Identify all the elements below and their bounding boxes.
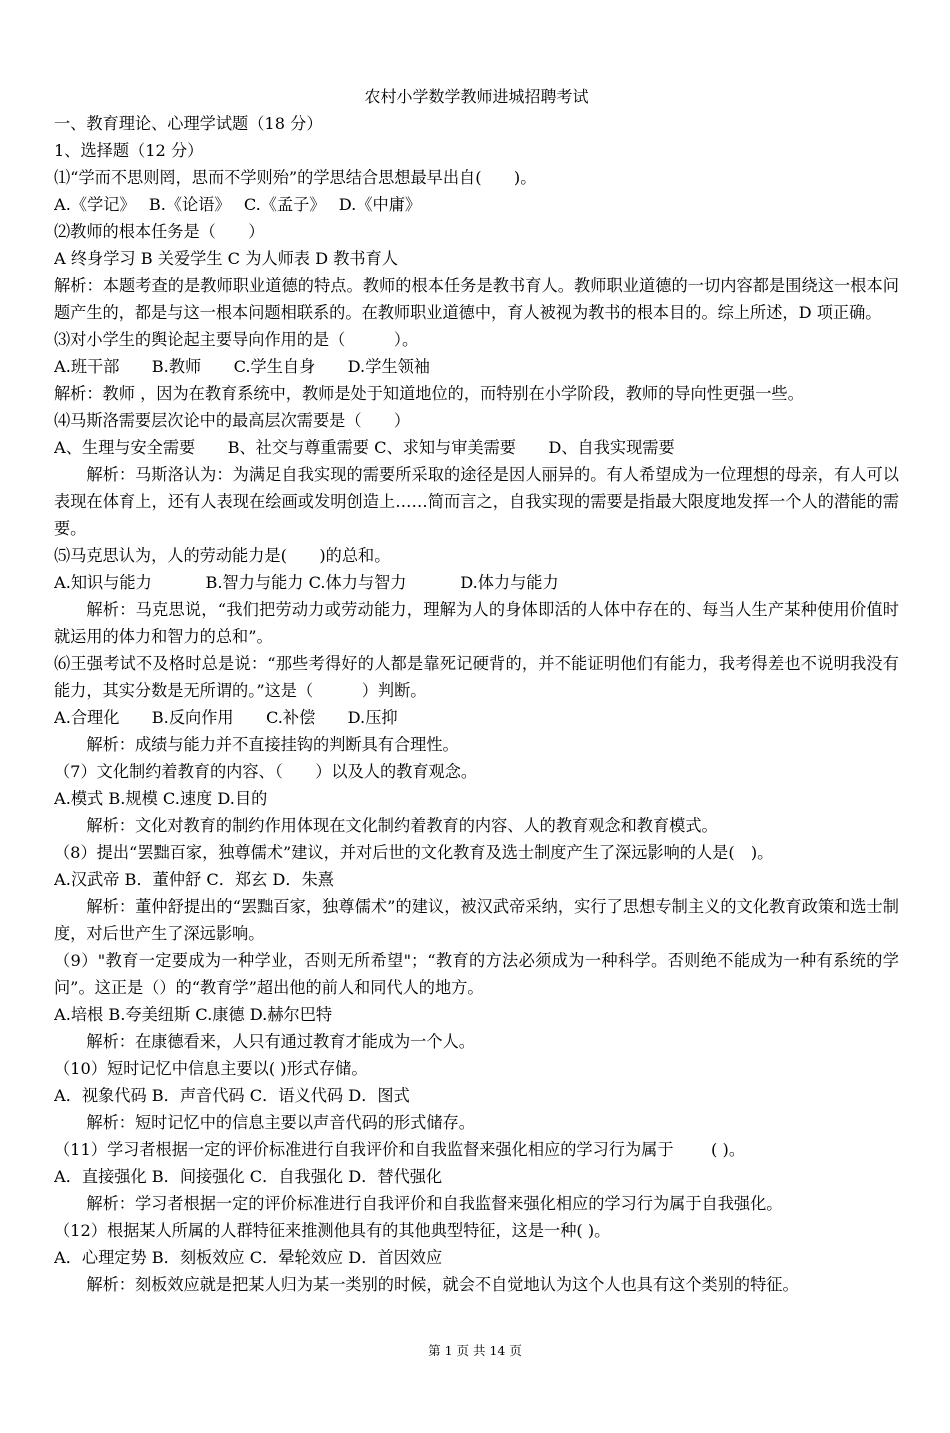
text-line: A.汉武帝 B．董仲舒 C．郑玄 D．朱熹 [54, 870, 334, 889]
text-line: （8）提出“罢黜百家，独尊儒术”建议，并对后世的文化教育及选士制度产生了深远影响的人是( )。 [54, 843, 774, 862]
document-body [54, 110, 899, 1298]
text-line: A.《学记》 B.《论语》 C.《孟子》 D.《中庸》 [54, 195, 422, 214]
page-title: 农村小学数学教师进城招聘考试 [364, 87, 589, 106]
text-line: A.班干部 B.教师 C.学生自身 D.学生领袖 [54, 357, 430, 376]
text-line: ⑷马斯洛需要层次论中的最高层次需要是（ ） [54, 411, 411, 430]
text-line: 一、教育理论、心理学试题（18 分） [54, 114, 323, 133]
text-line: （7）文化制约着教育的内容、（ ）以及人的教育观念。 [54, 762, 478, 781]
text-line: A.培根 B.夸美纽斯 C.康德 D.赫尔巴特 [54, 1005, 333, 1024]
text-line: A.模式 B.规模 C.速度 D.目的 [54, 789, 268, 808]
text-line: A．心理定势 B．刻板效应 C．晕轮效应 D．首因效应 [54, 1248, 443, 1267]
text-line: （12）根据某人所属的人群特征来推测他具有的其他典型特征，这是一种( )。 [54, 1221, 611, 1240]
text-line: ⑹王强考试不及格时总是说：“那些考得好的人都是靠死记硬背的，并不能证明他们有能力，我考得差也不说明我没有能力，其实分数是无所谓的。”这是（ ）判断。 [54, 654, 899, 700]
text-line: 解析：教师 ，因为在教育系统中，教师是处于知道地位的，而特别在小学阶段，教师的导向性更强一些。 [54, 384, 804, 403]
text-line: 解析：本题考查的是教师职业道德的特点。教师的根本任务是教书育人。教师职业道德的一切内容都是围绕这一根本问题产生的，都是与这一根本问题相联系的。在教师职业道德中，育人被视为教书的根本目的。综上所述，D 项正确。 [54, 276, 899, 322]
text-line: （11）学习者根据一定的评价标准进行自我评价和自我监督来强化相应的学习行为属于 ( )。 [54, 1140, 746, 1159]
text-line: 解析：马克思说，“我们把劳动力或劳动能力，理解为人的身体即活的人体中存在的、每当人生产某种使用价值时就运用的体力和智力的总和”。 [54, 600, 899, 646]
text-line: 解析：学习者根据一定的评价标准进行自我评价和自我监督来强化相应的学习行为属于自我强化。 [86, 1194, 783, 1213]
text-line: A 终身学习 B 关爱学生 C 为人师表 D 教书育人 [54, 249, 398, 268]
text-line: ⑶对小学生的舆论起主要导向作用的是（ ）。 [54, 330, 419, 349]
text-line: 1、选择题（12 分） [54, 141, 204, 160]
page-footer: 第 1 页 共 14 页 [428, 1343, 522, 1358]
text-line: A.合理化 B.反向作用 C.补偿 D.压抑 [54, 708, 398, 727]
text-line: 解析：短时记忆中的信息主要以声音代码的形式储存。 [86, 1113, 475, 1132]
text-line: A．视象代码 B．声音代码 C．语义代码 D．图式 [54, 1086, 410, 1105]
text-line: （10）短时记忆中信息主要以( )形式存储。 [54, 1059, 368, 1078]
text-line: ⑴“学而不思则罔，思而不学则殆”的学思结合思想最早出自( )。 [54, 168, 537, 187]
text-line: 解析：在康德看来，人只有通过教育才能成为一个人。 [86, 1032, 475, 1051]
document-page [54, 84, 899, 1298]
text-line: ⑵教师的根本任务是（ ） [54, 222, 265, 241]
text-line: 解析：马斯洛认为：为满足自我实现的需要所采取的途径是因人丽异的。有人希望成为一位理想的母亲，有人可以表现在体育上，还有人表现在绘画或发明创造上……简而言之，自我实现的需要是指最大限度地发挥一个人的潜能的需要。 [54, 465, 899, 538]
text-line: 解析：董仲舒提出的“罢黜百家，独尊儒术”的建议，被汉武帝采纳，实行了思想专制主义的文化教育政策和选士制度，对后世产生了深远影响。 [54, 897, 899, 943]
text-line: ⑸马克思认为，人的劳动能力是( )的总和。 [54, 546, 391, 565]
text-line: A．直接强化 B．间接强化 C．自我强化 D．替代强化 [54, 1167, 443, 1186]
text-line: 解析：刻板效应就是把某人归为某一类别的时候，就会不自觉地认为这个人也具有这个类别的特征。 [86, 1275, 799, 1294]
text-line: 解析：文化对教育的制约作用体现在文化制约着教育的内容、人的教育观念和教育模式。 [86, 816, 718, 835]
text-line: A、生理与安全需要 B、社交与尊重需要 C、求知与审美需要 D、自我实现需要 [54, 438, 675, 457]
text-line: （9）"教育一定要成为一种学业，否则无所希望"；“教育的方法必须成为一种科学。否则绝不能成为一种有系统的学问”。这正是（）的“教育学”超出他的前人和同代人的地方。 [54, 951, 899, 997]
text-line: A.知识与能力 B.智力与能力 C.体力与智力 D.体力与能力 [54, 573, 559, 592]
text-line: 解析：成绩与能力并不直接挂钩的判断具有合理性。 [86, 735, 459, 754]
